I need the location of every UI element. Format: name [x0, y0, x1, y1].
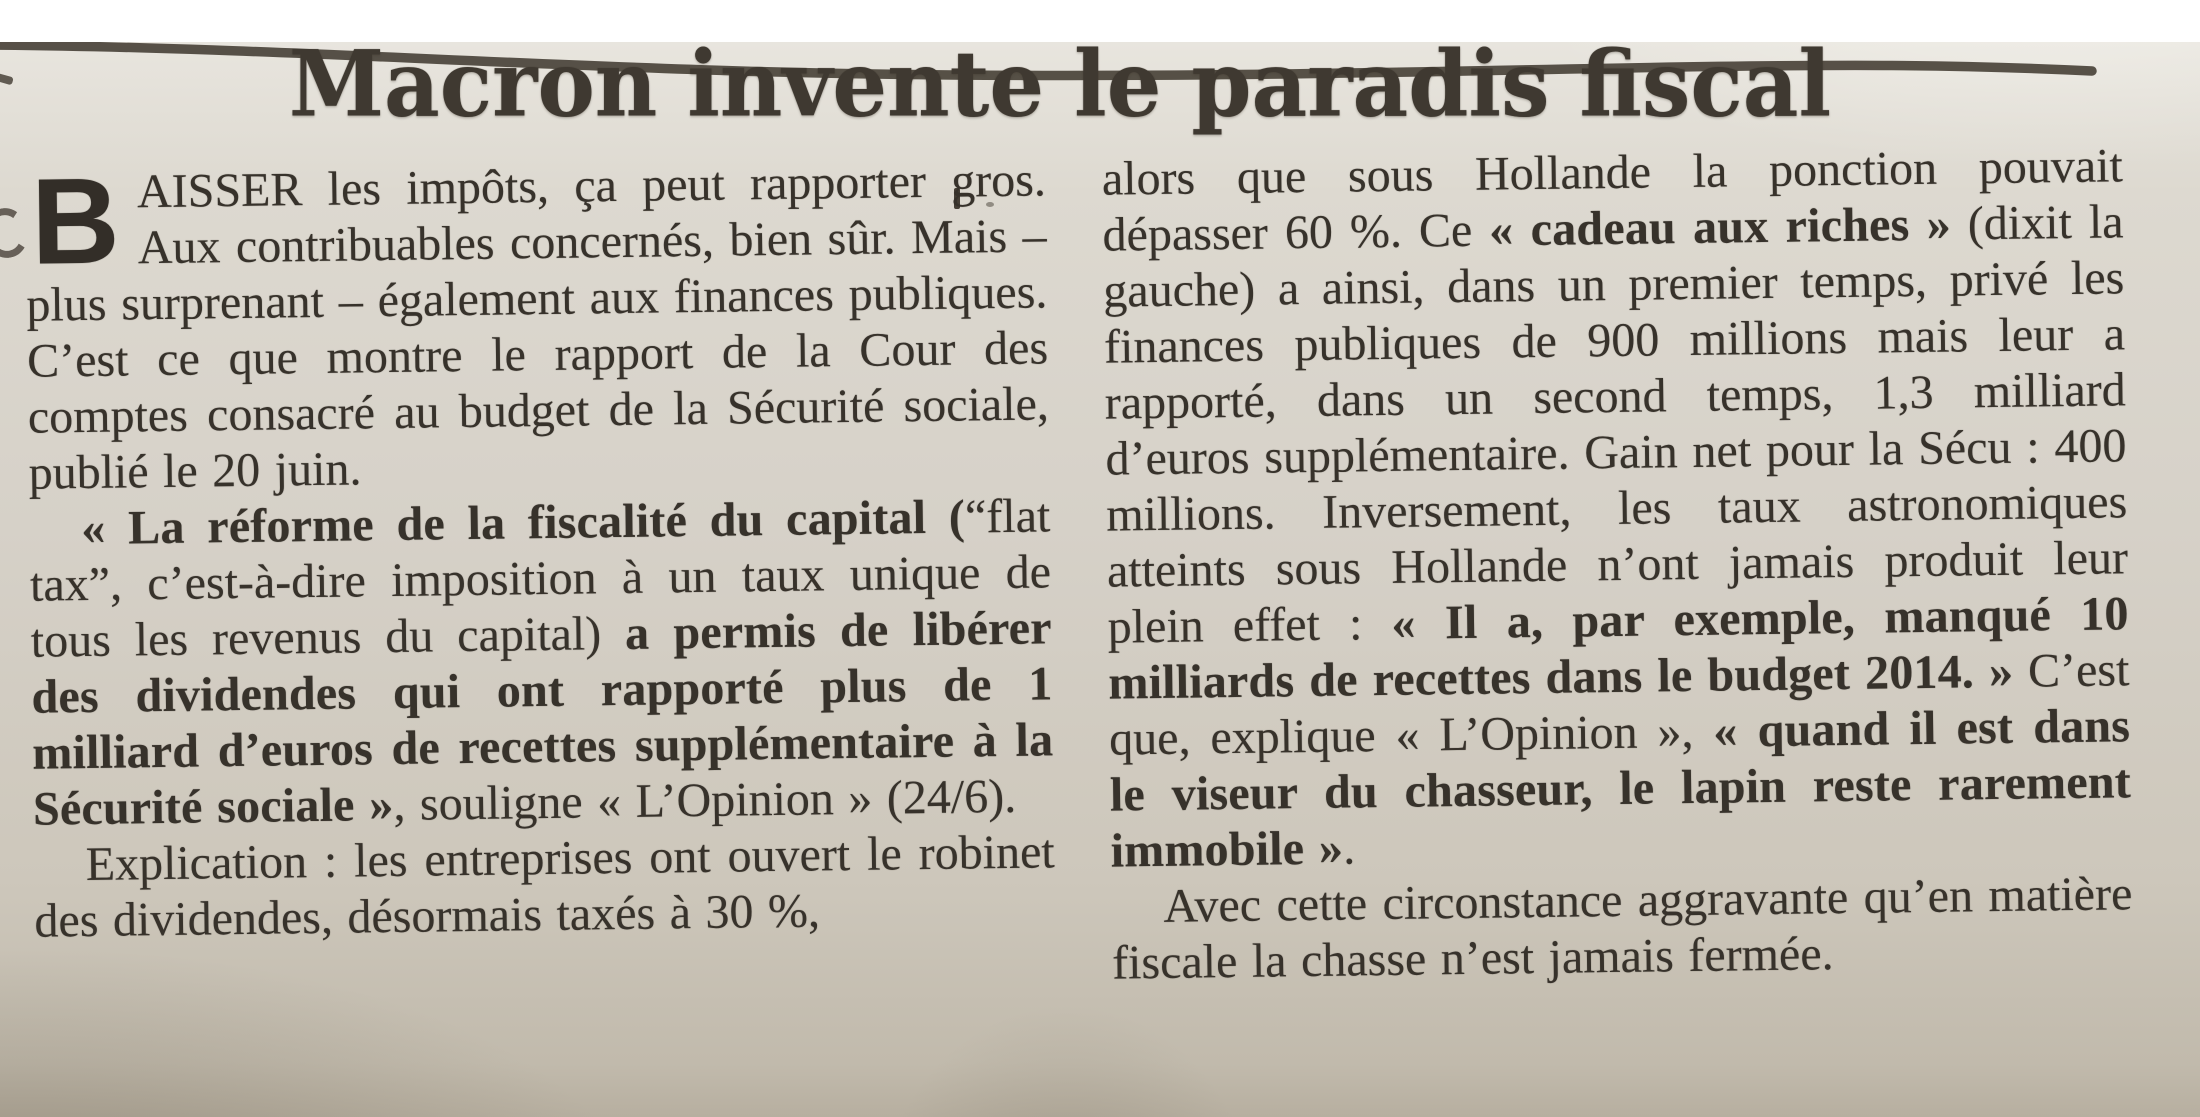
quote-bold-segment: « La réforme de la fiscalité du capital ( [80, 490, 966, 556]
body-regular-segment: (dixit la gauche) a ainsi, dans un premier temps, privé les finances publiques de 900 millions mais leur a rapporté, dans un second temps, 1,3 milliard d’euros supplémentaire. Gain net pour la Sécu : 400 millions. Inversement, les taux astronomiques atteints sous Hollande n’ont jamais produit leur plein effet : [1102, 195, 2129, 654]
headline: Macron invente le paradis fiscal [288, 30, 1832, 138]
paragraph-continuation [1102, 138, 2132, 879]
quote-regular-segment: “flat tax”, c’est-à-dire imposition à un taux unique de tous les revenus du capital) [29, 489, 1052, 668]
column-1 [25, 152, 1057, 1005]
body-regular-segment: C’est que, explique « L’Opinion », [1108, 643, 2130, 766]
body-regular-segment: . [1342, 821, 1356, 875]
quote-bold-segment: « Il a, par exemple, manqué 10 milliards de recettes dans le budget 2014. » [1108, 587, 2129, 710]
article-body [25, 138, 2134, 1005]
body-regular-segment: alors que sous Hollande la ponction pouvait dépasser 60 %. Ce [1101, 139, 2124, 262]
paragraph-lead [25, 152, 1050, 501]
paragraph-lead-text: AISSER les impôts, ça peut rapporter gros. Aux contribuables concernés, bien sûr. Mais – plus surprenant – également aux finances publiques. C’est ce que montre le rapport de la Cour des comptes consacré au budget de la Sécurité sociale, publié le 20 juin. [26, 153, 1050, 500]
paragraph-closing: Avec cette circonstance aggravante qu’en matière fiscale la chasse n’est jamais fermée. [1111, 867, 2133, 990]
quote-bold-segment: a permis de libérer des dividendes qui ont rapporté plus de 1 milliard d’euros de recettes supplémentaire à la Sécurité sociale » [31, 601, 1054, 836]
drop-cap: B [30, 152, 121, 290]
quote-bold-segment: « cadeau aux riches » [1488, 197, 1952, 257]
paragraph-explication: Explication : les entreprises ont ouvert le robinet des dividendes, désormais taxés à 30 %, [34, 825, 1056, 948]
paragraph-quote-reform [29, 488, 1054, 837]
quote-bold-segment: « quand il est dans le viseur du chasseur, le lapin reste rarement immobile » [1109, 699, 2132, 878]
newspaper-clipping-scan [0, 30, 2200, 1117]
column-2 [1102, 138, 2134, 991]
quote-regular-segment: , souligne « L’Opinion » (24/6). [393, 769, 1017, 831]
